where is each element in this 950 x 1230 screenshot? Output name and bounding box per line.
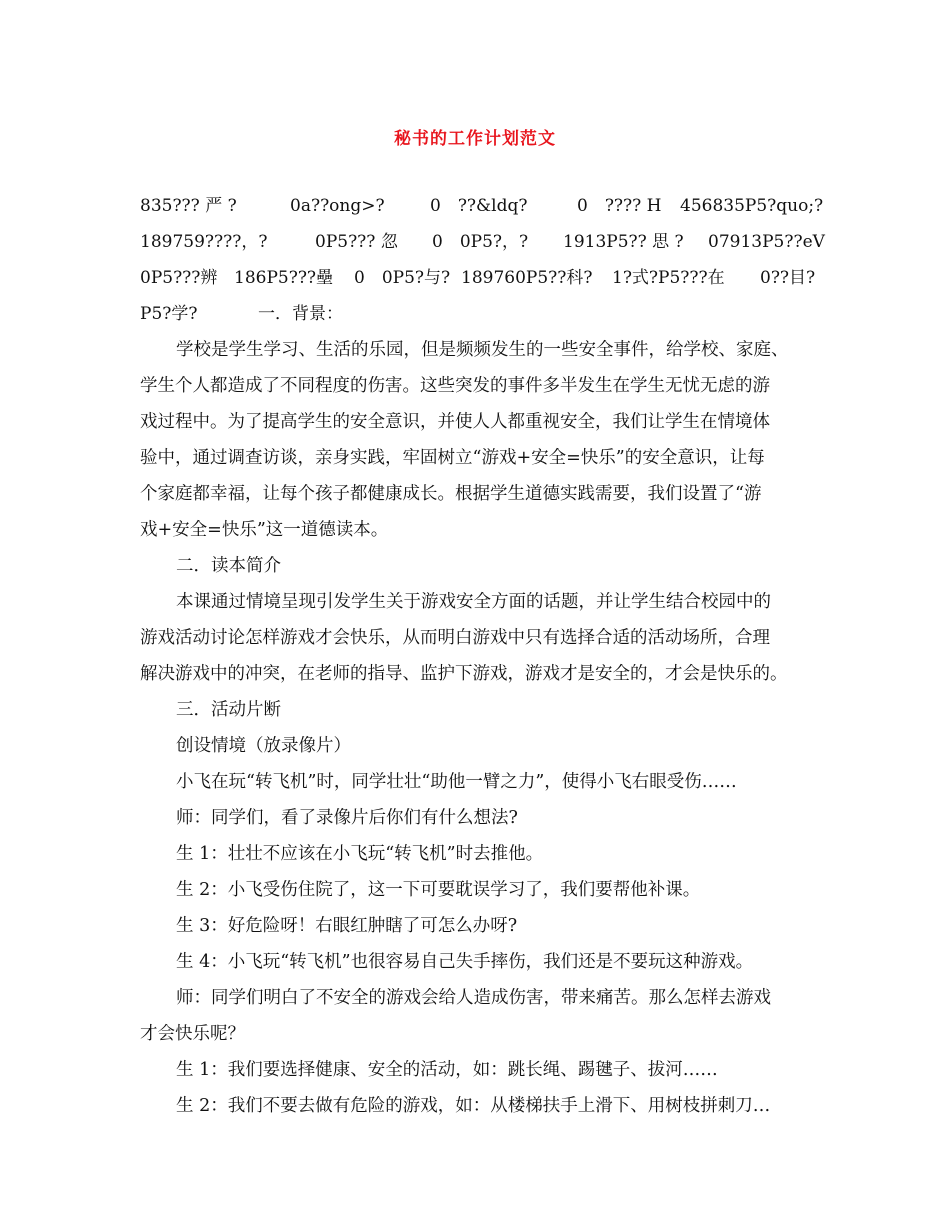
garbled-text: 0 ???? H bbox=[577, 196, 662, 216]
paragraph-line: 个家庭都幸福，让每个孩子都健康成长。根据学生道德实践需要，我们设置了“游 bbox=[140, 484, 762, 504]
section-heading-intro: 二．读本简介 bbox=[176, 556, 281, 576]
paragraph-line: 生 1：壮壮不应该在小飞玩“转飞机”时去推他。 bbox=[176, 844, 544, 864]
garbled-text: 0 0P5?与? bbox=[354, 268, 451, 288]
paragraph-line: 师：同学们，看了录像片后你们有什么想法? bbox=[176, 808, 518, 828]
garbled-text: 186P5???壘 bbox=[234, 268, 334, 288]
paragraph-line: 小飞在玩“转飞机”时，同学壮壮“助他一臂之力”，使得小飞右眼受伤…… bbox=[176, 772, 737, 792]
garbled-text: 189760P5??科? bbox=[461, 268, 593, 288]
garbled-text: 1913P5?? 思 ? bbox=[563, 232, 684, 252]
garbled-text: 835??? 严 ? bbox=[140, 196, 237, 216]
paragraph-line: 戏过程中。为了提高学生的安全意识，并使人人都重视安全，我们让学生在情境体 bbox=[140, 412, 770, 432]
garbled-text: 456835P5?quo;? bbox=[680, 196, 824, 216]
paragraph-line: 生 2：小飞受伤住院了，这一下可要耽误学习了，我们要帮他补课。 bbox=[176, 880, 701, 900]
paragraph-line: 解决游戏中的冲突，在老师的指导、监护下游戏，游戏才是安全的，才会是快乐的。 bbox=[140, 664, 788, 684]
paragraph-line: 验中，通过调查访谈，亲身实践，牢固树立“游戏+安全=快乐”的安全意识，让每 bbox=[140, 448, 765, 468]
garbled-text: 0a??ong>? bbox=[290, 196, 385, 216]
paragraph-line: 创设情境（放录像片） bbox=[176, 736, 351, 756]
section-heading-activity: 三．活动片断 bbox=[176, 700, 281, 720]
garbled-text: 0P5???辨 bbox=[140, 268, 218, 288]
paragraph-line: 学校是学生学习、生活的乐园，但是频频发生的一些安全事件，给学校、家庭、 bbox=[176, 340, 789, 360]
paragraph-line: 戏+安全=快乐”这一道德读本。 bbox=[140, 520, 389, 540]
paragraph-line: 学生个人都造成了不同程度的伤害。这些突发的事件多半发生在学生无忧无虑的游 bbox=[140, 376, 770, 396]
garbled-text: 189759????，? bbox=[140, 232, 268, 252]
garbled-text: 1?式?P5???在 bbox=[612, 268, 725, 288]
page-title: 秘书的工作计划范文 bbox=[394, 129, 556, 149]
section-heading-background: 一．背景： bbox=[258, 304, 343, 324]
garbled-text: 0 ??&ldq? bbox=[430, 196, 528, 216]
garbled-text: 0??目? bbox=[760, 268, 816, 288]
garbled-text: 07913P5??eV bbox=[708, 232, 825, 252]
paragraph-line: 生 2：我们不要去做有危险的游戏，如：从楼梯扶手上滑下、用树枝拼刺刀… bbox=[176, 1096, 771, 1116]
garbled-text: 0 0P5?，? bbox=[432, 232, 529, 252]
paragraph-line: 游戏活动讨论怎样游戏才会快乐，从而明白游戏中只有选择合适的活动场所，合理 bbox=[140, 628, 770, 648]
garbled-text: 0P5??? 忽 bbox=[315, 232, 398, 252]
paragraph-line: 生 4：小飞玩“转飞机”也很容易自己失手摔伤，我们还是不要玩这种游戏。 bbox=[176, 952, 754, 972]
paragraph-line: 生 1：我们要选择健康、安全的活动，如：跳长绳、踢毽子、拔河…… bbox=[176, 1060, 718, 1080]
garbled-text: P5?学? bbox=[140, 304, 198, 324]
paragraph-line: 师：同学们明白了不安全的游戏会给人造成伤害，带来痛苦。那么怎样去游戏 bbox=[176, 988, 771, 1008]
paragraph-line: 本课通过情境呈现引发学生关于游戏安全方面的话题，并让学生结合校园中的 bbox=[176, 592, 771, 612]
paragraph-line: 才会快乐呢？ bbox=[140, 1024, 245, 1044]
paragraph-line: 生 3：好危险呀！右眼红肿瞎了可怎么办呀? bbox=[176, 916, 518, 936]
